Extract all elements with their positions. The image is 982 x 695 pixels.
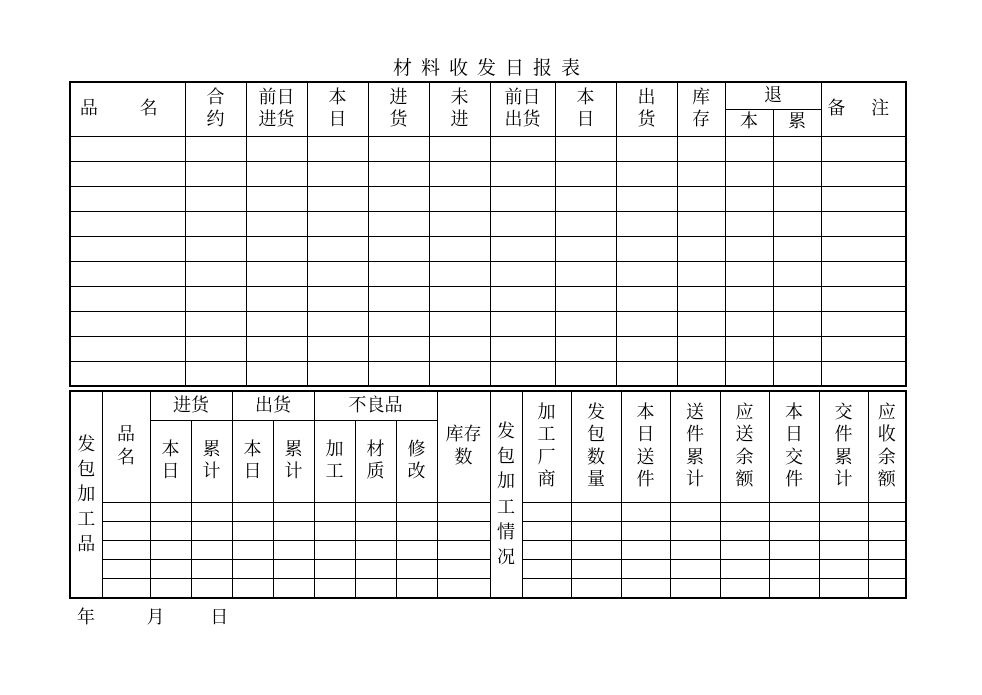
table-row — [70, 161, 906, 186]
material-receipt-table — [69, 81, 907, 387]
header-chuhuo-leiji: 累 计 — [273, 420, 314, 502]
table-row — [70, 361, 906, 386]
header-qianri-chuhuo: 前日 出货 — [490, 82, 555, 136]
table-row — [70, 502, 906, 521]
date-month: 月 — [146, 607, 165, 628]
header-jiaojian-leiji: 交 件 累 计 — [819, 391, 868, 502]
header-caizhi: 材 质 — [355, 420, 396, 502]
table-row — [70, 540, 906, 559]
header-jiagong-changshang: 加 工 厂 商 — [522, 391, 571, 502]
header-chuhuo: 出货 — [232, 391, 314, 420]
table-row — [70, 521, 906, 540]
date-day: 日 — [210, 607, 229, 628]
header-jinhuo-benri: 本 日 — [150, 420, 191, 502]
label-fabao-jiagong-qingkuang: 发 包 加 工 情 况 — [490, 391, 522, 598]
table-row — [70, 559, 906, 578]
header-jinhuo: 进货 — [150, 391, 232, 420]
header-pinming: 品 名 — [102, 391, 150, 502]
header-kucun: 库 存 — [677, 82, 725, 136]
table-row — [70, 261, 906, 286]
outsourced-processing-table — [69, 390, 907, 599]
header-fabao-shuliang: 发 包 数 量 — [571, 391, 621, 502]
table-row — [70, 211, 906, 236]
header-benri-songjian: 本 日 送 件 — [621, 391, 670, 502]
header-benri: 本 日 — [307, 82, 368, 136]
header-chuhuo-benri: 本 日 — [232, 420, 273, 502]
header-chuhuo: 出 货 — [616, 82, 677, 136]
header-tui: 退 — [725, 82, 821, 109]
date-year: 年 — [77, 607, 95, 628]
table-row — [70, 286, 906, 311]
header-benri-jiaojian: 本 日 交 件 — [769, 391, 819, 502]
header-beizhu: 备 注 — [821, 82, 906, 136]
table-row — [70, 236, 906, 261]
header-weijin: 未 进 — [429, 82, 490, 136]
page-title: 材料收发日报表 — [392, 57, 589, 79]
header-songjian-leiji: 送 件 累 计 — [670, 391, 720, 502]
table-row — [70, 336, 906, 361]
table-row — [70, 186, 906, 211]
header-buliangpin: 不良品 — [314, 391, 437, 420]
table-row — [70, 311, 906, 336]
header-jinhuo-leiji: 累 计 — [191, 420, 232, 502]
table-row — [70, 578, 906, 598]
header-jiagong: 加 工 — [314, 420, 355, 502]
header-tui-lei: 累 — [773, 109, 821, 136]
header-pinming: 品 名 — [70, 82, 185, 136]
header-benri-2: 本 日 — [555, 82, 616, 136]
header-xiugai: 修 改 — [396, 420, 437, 502]
date-line — [77, 603, 228, 629]
header-heyue: 合 约 — [185, 82, 246, 136]
header-tui-ben: 本 — [725, 109, 773, 136]
header-qianri-jinhuo: 前日 进货 — [246, 82, 307, 136]
label-fabao-jiagongpin: 发 包 加 工 品 — [70, 391, 102, 598]
header-kucunshu: 库存 数 — [437, 391, 490, 502]
header-yingsong-yue: 应 送 余 额 — [720, 391, 769, 502]
table-row — [70, 136, 906, 161]
header-jinhuo: 进 货 — [368, 82, 429, 136]
header-yingshou-yue: 应 收 余 额 — [868, 391, 906, 502]
